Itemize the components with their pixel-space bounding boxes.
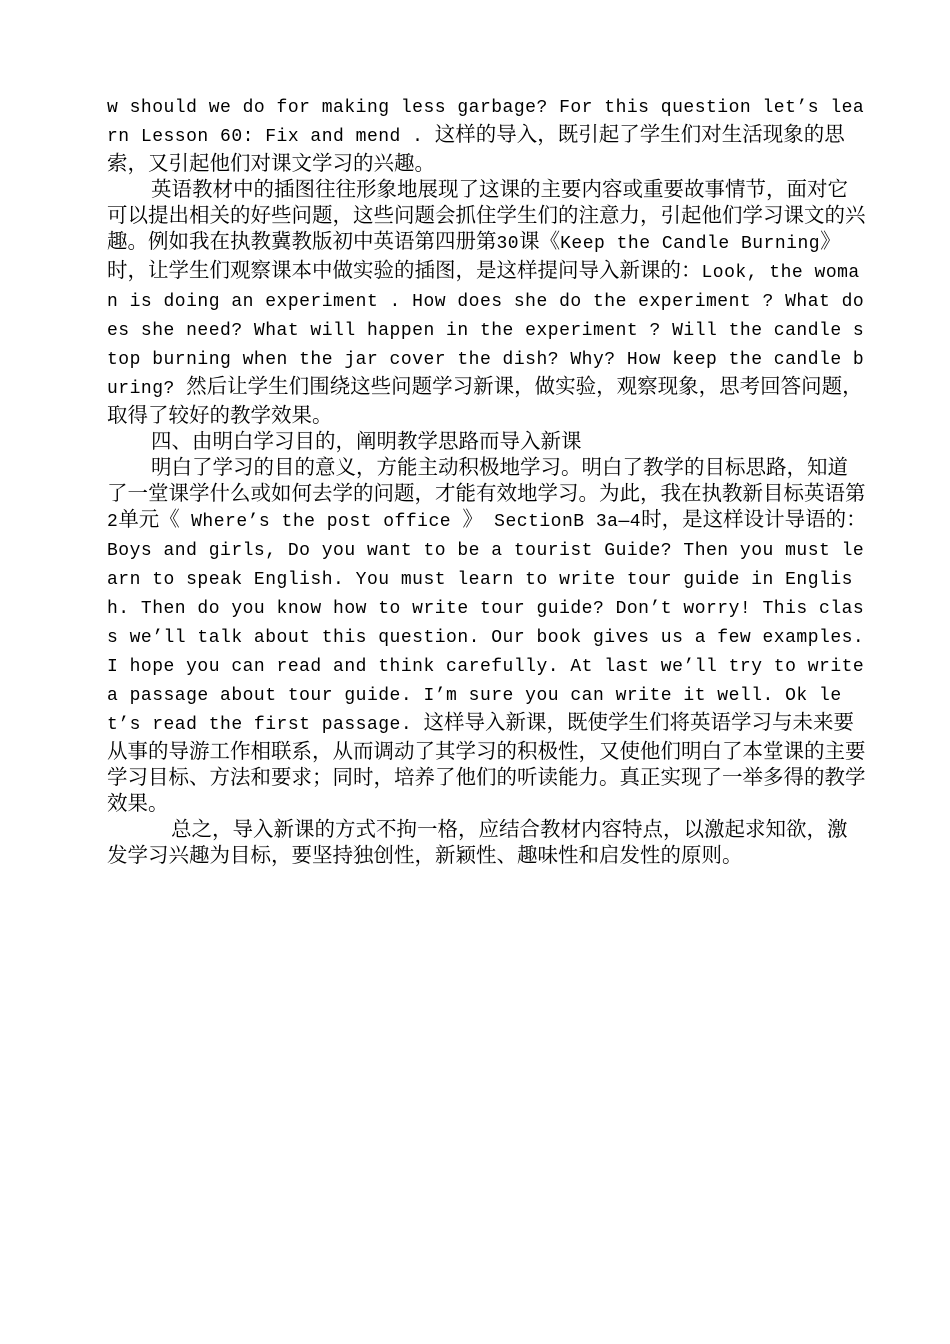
text-span: 时，是这样设计导语的： (641, 507, 867, 531)
text-span: Where’s the post office (179, 512, 463, 532)
text-span: 这样导入新课，既使学生们将英语学习与未来要从事的导游工作相联系，从而调动了其学习的积极性，又使他们明白了本堂课的主要学习目标、方法和要求；同时，培养了他们的听读能力。真正实现了一举多得的教学效果。 (107, 710, 866, 815)
text-span: Keep the Candle Burning (560, 234, 821, 254)
text-span: 明白了学习的目的意义，方能主动积极地学习。明白了教学的目标思路，知道了一堂课学什么或如何去学的问题，才能有效地学习。为此，我在执教新目标英语第 (107, 455, 866, 505)
section-heading-four (107, 428, 867, 454)
text-span: 英语教材中的插图往往形象地展现了这课的主要内容或重要故事情节，面对它可以提出相关的好些问题，这些问题会抓住学生们的注意力，引起他们学习课文的兴趣。例如我在执教冀教版初中英语第四册第 (107, 177, 866, 253)
paragraph-conclusion (107, 816, 867, 868)
text-span: 四、由明白学习目的，阐明教学思路而导入新课 (151, 429, 582, 453)
text-span: 》时，让学生们观察课本中做实验的插图，是这样提问导入新课的： (107, 229, 841, 282)
text-span: 2 (107, 512, 119, 532)
text-span: Look, the woman is doing an experiment . How does she do the experiment ? What does she need? What will happen in the experiment ? Will the candle stop burning when the jar cover the dish? Why? How keep the candle buring? (107, 263, 865, 399)
text-span: Boys and girls, Do you want to be a tourist Guide? Then you must learn to speak English. You must learn to write tour guide in English. Then do you know how to write tour guide? Don’t worry! This class we’ll talk about this question. Our book gives us a few examples. I hope you can read and think carefully. At last we’ll try to write a passage about tour guide. I’m sure you can write it well. Ok let’s read the first passage. (107, 541, 865, 735)
text-span: w should we do for making less garbage? For this question let’s learn Lesson 60: Fix and mend . (107, 98, 865, 147)
text-span: 总之，导入新课的方式不拘一格，应结合教材内容特点，以激起求知欲，激发学习兴趣为目标，要坚持独创性，新颖性、趣味性和启发性的原则。 (107, 817, 848, 867)
paragraph-lesson-60-intro (107, 92, 867, 176)
text-span: 》 (462, 507, 483, 531)
text-span: 课《 (519, 229, 561, 253)
text-span: 30 (496, 234, 520, 254)
paragraph-illustration-method (107, 176, 867, 428)
paragraph-learning-goals (107, 454, 867, 816)
text-span: 这样的导入，既引起了学生们对生活现象的思索，又引起他们对课文学习的兴趣。 (107, 122, 845, 175)
document-body (107, 92, 867, 868)
text-span: 单元《 (118, 507, 180, 531)
text-span: SectionB 3a—4 (482, 512, 642, 532)
text-span: 然后让学生们围绕这些问题学习新课，做实验，观察现象，思考回答问题，取得了较好的教学效果。 (107, 374, 863, 427)
